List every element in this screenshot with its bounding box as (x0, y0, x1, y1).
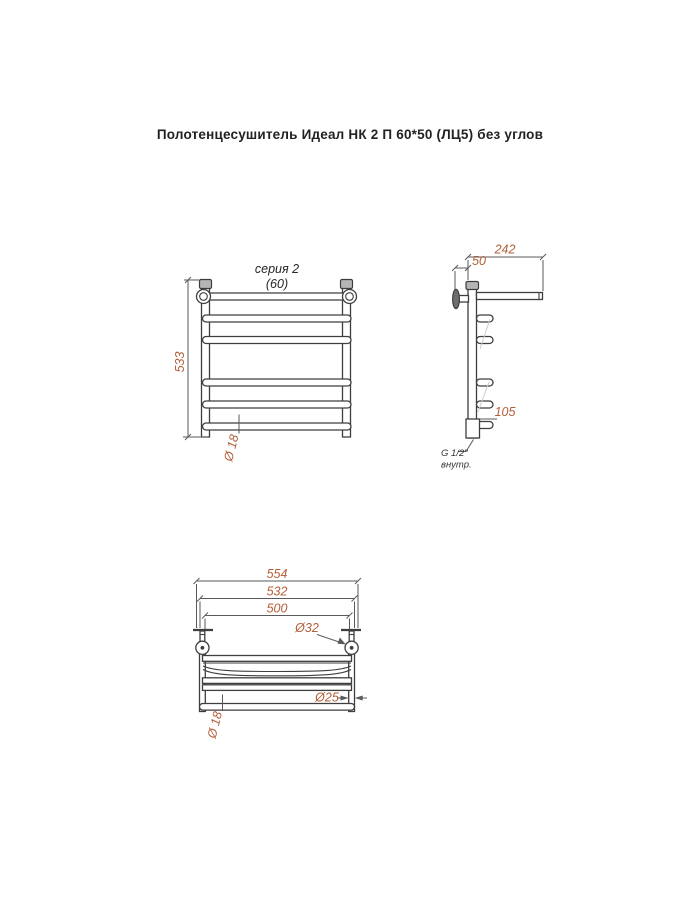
wall-offset-value: 50 (472, 254, 486, 268)
bracket-span-value: 532 (266, 584, 288, 599)
bottom-offset-value: 105 (494, 405, 516, 419)
shelf-arm (477, 293, 543, 300)
rung (203, 423, 352, 430)
thread-note: внутр. (441, 459, 472, 471)
width-label: (60) (265, 277, 289, 291)
series-label: серия 2 (254, 262, 300, 276)
side-post-cap (466, 282, 479, 290)
height-dimension-value: 533 (173, 351, 187, 373)
arrowhead (338, 638, 346, 645)
rung-stub (477, 379, 494, 386)
rung-stub (477, 315, 494, 322)
right-flange-center (350, 646, 354, 650)
rung-stub (477, 401, 494, 408)
rung-stub (477, 337, 494, 344)
rail-span-dimension (202, 602, 353, 631)
top-tube (203, 656, 352, 662)
plan-rung-diameter-value: Ø 18 (204, 710, 225, 740)
middle-tube (203, 678, 352, 684)
right-bracket-stem (349, 631, 354, 642)
left-bracket-stem (200, 631, 205, 642)
bracket-stem (459, 296, 469, 303)
right-post-cap (341, 280, 353, 289)
plan-view (193, 567, 367, 741)
rail-span-value: 500 (266, 601, 288, 616)
rung (203, 379, 352, 386)
left-post-cap (200, 280, 212, 289)
rung-diameter-value: Ø 18 (221, 433, 242, 463)
right-post (343, 288, 351, 437)
thread-callout (441, 440, 474, 471)
right-bracket-ring (343, 290, 357, 304)
side-post (468, 288, 477, 438)
plan-rung-diameter-callout (205, 695, 225, 741)
side-view (441, 243, 546, 471)
bottom-fitting (466, 419, 480, 438)
bracket-diameter-value: Ø32 (295, 621, 319, 635)
overall-width-value: 554 (266, 567, 288, 581)
front-view (173, 262, 357, 464)
depth-dimension-value: 242 (494, 242, 516, 257)
collector-diameter-callout (314, 691, 367, 705)
arrowhead (355, 696, 363, 701)
drawing-title: Полотенцесушитель Идеал НК 2 П 60*50 (ЛЦ5) без углов (156, 127, 544, 142)
rung (203, 315, 352, 322)
left-post (202, 288, 210, 437)
left-bracket-ring (197, 290, 211, 304)
shelf-bar (204, 293, 349, 300)
construction-line (480, 319, 490, 349)
thread-label: G 1/2" (441, 448, 468, 459)
rung (203, 337, 352, 344)
left-flange-center (201, 646, 205, 650)
bracket-diameter-callout (294, 621, 346, 644)
wall-flange (453, 289, 460, 308)
rung (203, 401, 352, 408)
shelf-tube-curve (203, 666, 351, 672)
collector-diameter-value: Ø25 (315, 690, 339, 705)
arrowhead (341, 696, 349, 701)
rung-diameter-callout (221, 415, 241, 464)
